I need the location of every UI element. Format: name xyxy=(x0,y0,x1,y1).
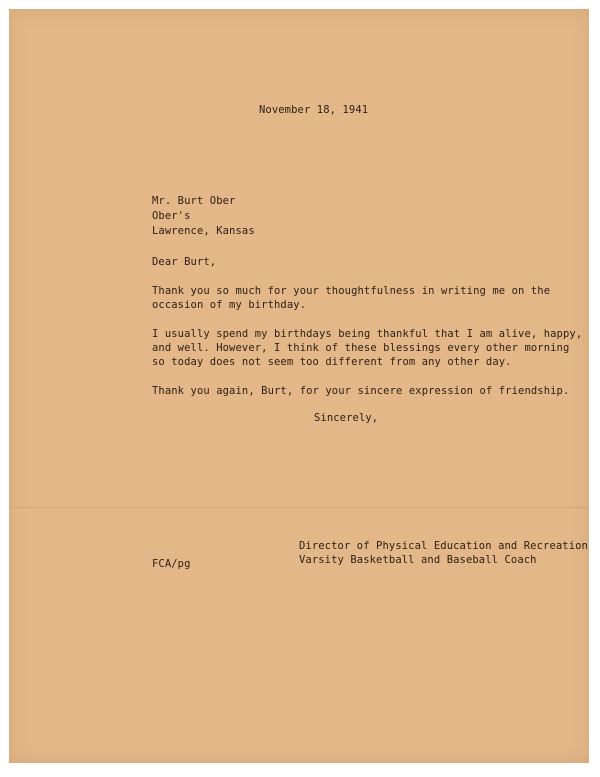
recipient-name: Mr. Burt Ober xyxy=(152,195,236,207)
salutation: Dear Burt, xyxy=(152,256,217,268)
paragraph-3-line-1: Thank you again, Burt, for your sincere expression of friendship. xyxy=(152,385,570,397)
paragraph-1-line-2: occasion of my birthday. xyxy=(152,299,307,311)
recipient-company: Ober's xyxy=(152,210,191,222)
typist-initials: FCA/pg xyxy=(152,558,191,570)
paragraph-1-line-1: Thank you so much for your thoughtfulness in writing me on the xyxy=(152,285,551,297)
signature-title-line-2: Varsity Basketball and Baseball Coach xyxy=(299,554,537,566)
signature-title-line-1: Director of Physical Education and Recreation xyxy=(299,540,588,552)
paragraph-2-line-1: I usually spend my birthdays being thankful that I am alive, happy, xyxy=(152,328,583,340)
closing: Sincerely, xyxy=(314,412,379,424)
letter-page xyxy=(9,9,589,763)
recipient-city: Lawrence, Kansas xyxy=(152,225,255,237)
paper-fold-line xyxy=(9,507,589,508)
paragraph-2-line-3: so today does not seem too different from any other day. xyxy=(152,356,512,368)
paragraph-2-line-2: and well. However, I think of these blessings every other morning xyxy=(152,342,570,354)
letter-date: November 18, 1941 xyxy=(259,104,369,116)
